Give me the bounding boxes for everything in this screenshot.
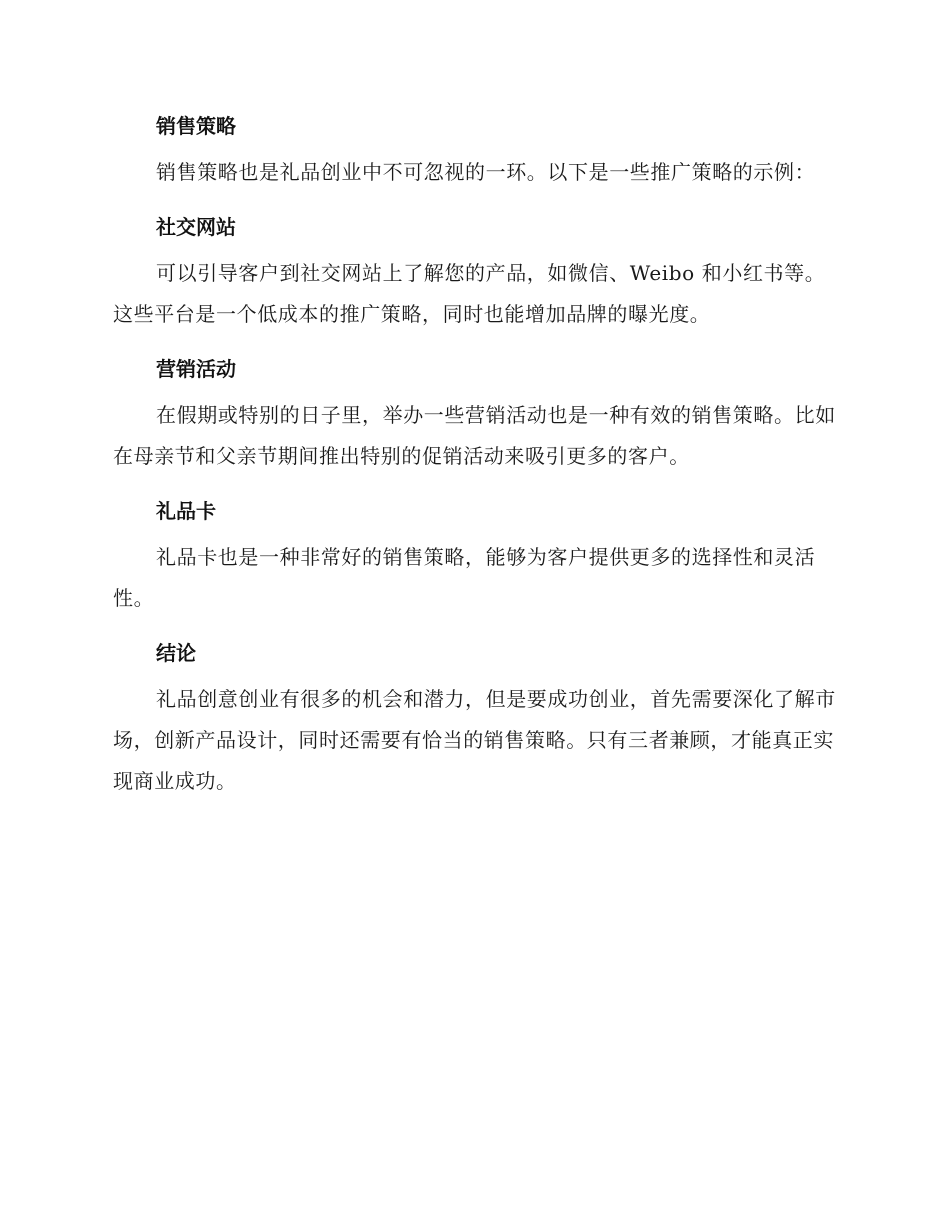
section-heading-gift-card: 礼品卡 (156, 499, 216, 523)
section-paragraph-marketing-events: 在假期或特别的日子里，举办一些营销活动也是一种有效的销售策略。比如在母亲节和父亲节期间推出特别的促销活动来吸引更多的客户。 (113, 403, 836, 468)
document-body (113, 108, 837, 802)
section-paragraph-gift-card: 礼品卡也是一种非常好的销售策略，能够为客户提供更多的选择性和灵活性。 (113, 545, 816, 610)
section-heading-conclusion: 结论 (156, 641, 196, 665)
section-heading-social-sites: 社交网站 (156, 215, 236, 239)
section-paragraph-conclusion: 礼品创意创业有很多的机会和潜力，但是要成功创业，首先需要深化了解市场，创新产品设计，同时还需要有恰当的销售策略。只有三者兼顾，才能真正实现商业成功。 (113, 687, 836, 793)
section-paragraph-sales-strategy: 销售策略也是礼品创业中不可忽视的一环。以下是一些推广策略的示例： (156, 160, 816, 184)
section-heading-marketing-events: 营销活动 (156, 357, 236, 381)
section-heading-sales-strategy: 销售策略 (156, 114, 236, 138)
section-paragraph-social-sites: 可以引导客户到社交网站上了解您的产品，如微信、Weibo 和小红书等。这些平台是一个低成本的推广策略，同时也能增加品牌的曝光度。 (113, 261, 826, 326)
